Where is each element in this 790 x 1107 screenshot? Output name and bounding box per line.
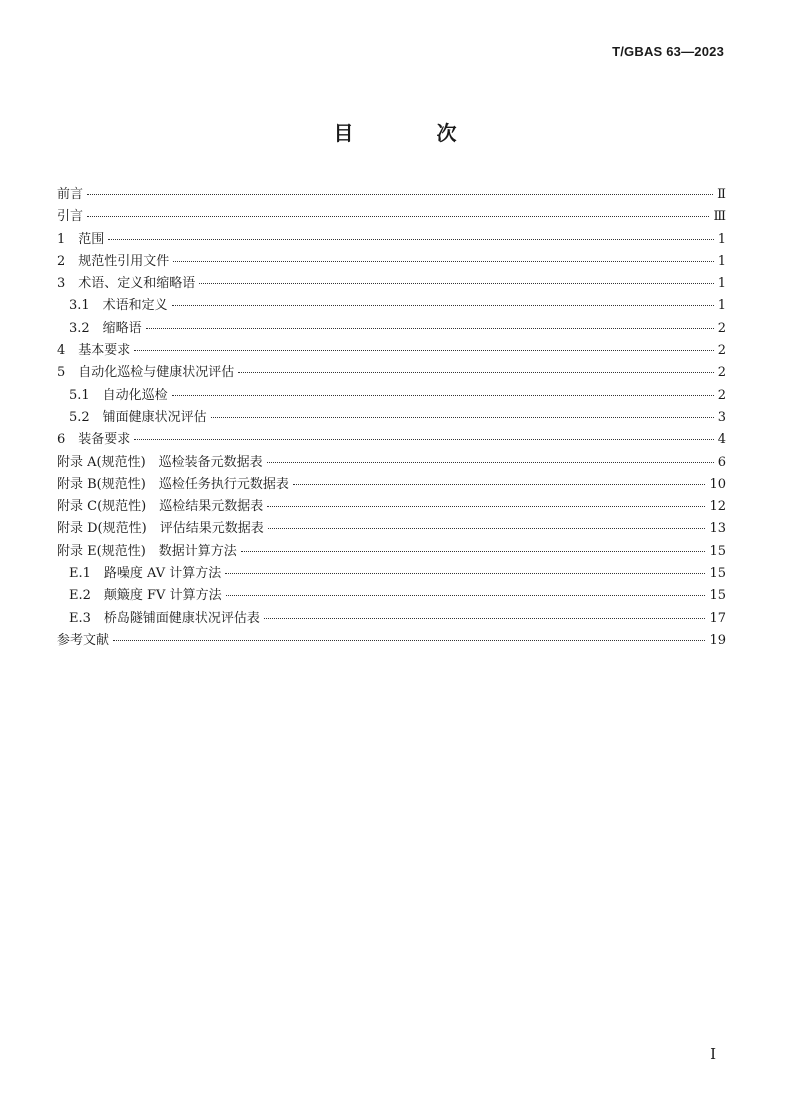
page-title: 目 次 [333, 121, 495, 145]
toc-entry-label: 1 范围 [57, 231, 105, 247]
toc-dot-leader [173, 261, 713, 262]
toc-dot-leader [293, 484, 706, 485]
toc-entry[interactable] [57, 228, 726, 250]
toc-dot-leader [268, 528, 706, 529]
toc-entry-label: 5.1 自动化巡检 [69, 387, 168, 403]
toc-entry-page: 1 [717, 276, 726, 292]
toc-entry[interactable] [57, 584, 726, 606]
toc-dot-leader [108, 239, 713, 240]
toc-dot-leader [113, 640, 705, 641]
toc-entry-page: Ⅱ [717, 187, 726, 202]
toc-entry-label: 4 基本要求 [57, 343, 131, 359]
toc-entry-page: 12 [709, 499, 726, 515]
toc-entry-label: E.2 颠簸度 FV 计算方法 [69, 588, 222, 604]
document-code: T/GBAS 63—2023 [612, 44, 724, 59]
toc-entry-page: 15 [709, 566, 726, 582]
toc-entry[interactable] [57, 495, 726, 517]
toc-dot-leader [225, 573, 705, 574]
toc-entry[interactable] [57, 406, 726, 428]
toc-entry[interactable] [57, 384, 726, 406]
toc-dot-leader [267, 462, 714, 463]
toc-entry[interactable] [57, 272, 726, 294]
toc-dot-leader [199, 283, 713, 284]
toc-entry-page: 2 [717, 387, 726, 403]
toc-entry[interactable] [57, 540, 726, 562]
toc-entry-page: 13 [709, 521, 726, 537]
toc-entry-label: 6 装备要求 [57, 432, 131, 448]
toc-dot-leader [172, 395, 714, 396]
toc-entry-page: 15 [709, 588, 726, 604]
toc-dot-leader [172, 305, 714, 306]
toc-entry-label: 附录 B(规范性) 巡检任务执行元数据表 [57, 476, 289, 492]
toc-entry-page: 10 [709, 476, 726, 492]
toc-dot-leader [134, 439, 713, 440]
toc-entry-label: E.3 桥岛隧铺面健康状况评估表 [69, 610, 260, 626]
toc-entry-page: 19 [709, 632, 726, 648]
toc-entry[interactable] [57, 361, 726, 383]
toc-entry-page: 1 [717, 253, 726, 269]
toc-entry-label: 2 规范性引用文件 [57, 253, 170, 269]
toc-entry[interactable] [57, 183, 726, 205]
toc-entry-page: 2 [717, 365, 726, 381]
toc-dot-leader [87, 194, 713, 195]
toc-entry-label: 附录 C(规范性) 巡检结果元数据表 [57, 499, 264, 515]
toc-entry[interactable] [57, 317, 726, 339]
toc-entry[interactable] [57, 562, 726, 584]
table-of-contents [57, 183, 726, 651]
toc-entry-label: 5 自动化巡检与健康状况评估 [57, 365, 235, 381]
toc-entry-label: 引言 [57, 209, 84, 225]
toc-dot-leader [134, 350, 713, 351]
toc-entry[interactable] [57, 205, 726, 227]
toc-entry-label: 3 术语、定义和缩略语 [57, 276, 196, 292]
toc-entry[interactable] [57, 517, 726, 539]
toc-entry-label: 参考文献 [57, 632, 110, 648]
toc-entry-label: 附录 E(规范性) 数据计算方法 [57, 543, 237, 559]
toc-dot-leader [238, 372, 713, 373]
toc-dot-leader [267, 506, 705, 507]
toc-dot-leader [226, 595, 706, 596]
toc-entry-label: 附录 A(规范性) 巡检装备元数据表 [57, 454, 263, 470]
toc-entry-page: 15 [709, 543, 726, 559]
toc-entry[interactable] [57, 294, 726, 316]
toc-entry-page: 17 [709, 610, 726, 626]
page-number: I [710, 1045, 716, 1063]
toc-entry[interactable] [57, 428, 726, 450]
toc-entry-page: Ⅲ [713, 209, 726, 225]
toc-dot-leader [264, 618, 706, 619]
toc-entry-page: 1 [717, 231, 726, 247]
toc-entry-page: 3 [717, 409, 726, 425]
toc-entry-page: 2 [717, 320, 726, 336]
toc-entry-label: 5.2 铺面健康状况评估 [69, 409, 207, 425]
toc-entry[interactable] [57, 473, 726, 495]
toc-entry-label: 附录 D(规范性) 评估结果元数据表 [57, 521, 264, 537]
toc-entry-page: 1 [717, 298, 726, 314]
toc-dot-leader [241, 551, 706, 552]
toc-entry[interactable] [57, 250, 726, 272]
toc-entry-label: 3.1 术语和定义 [69, 298, 168, 314]
toc-entry-label: E.1 路噪度 AV 计算方法 [69, 566, 222, 582]
toc-entry[interactable] [57, 451, 726, 473]
toc-entry[interactable] [57, 629, 726, 651]
toc-entry-page: 6 [717, 454, 726, 470]
toc-entry[interactable] [57, 339, 726, 361]
toc-dot-leader [146, 328, 714, 329]
toc-dot-leader [211, 417, 714, 418]
toc-entry-page: 4 [717, 432, 726, 448]
toc-entry-page: 2 [717, 343, 726, 359]
toc-entry-label: 前言 [57, 187, 84, 202]
toc-entry-label: 3.2 缩略语 [69, 320, 142, 336]
toc-entry[interactable] [57, 607, 726, 629]
toc-dot-leader [87, 216, 709, 217]
